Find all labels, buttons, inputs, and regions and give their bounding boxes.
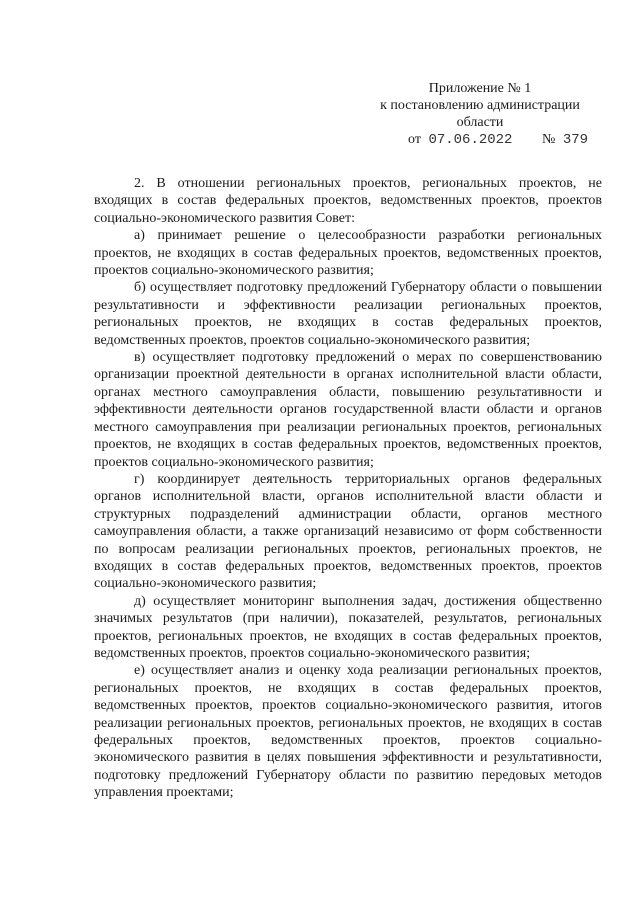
number-sign: №	[541, 132, 556, 147]
appendix-region-line: области	[456, 115, 504, 130]
resolution-date: 07.06.2022	[428, 132, 513, 148]
resolution-number: 379	[562, 132, 589, 148]
appendix-header	[360, 80, 600, 149]
paragraph-e: е) осуществляет анализ и оценку хода реализации региональных проектов, региональных проектов, не входящих в состав федеральных проектов, ведомственных проектов, проектов социально-экономического развития, итогов реализации региональных проектов, региональных проектов, не входящих в состав федеральных проектов, ведомственных проектов, проектов социально-экономического развития в целях повышения эффективности и результативности, подготовку предложений Губернатору области по развитию передовых методов управления проектами;	[94, 663, 602, 801]
paragraph-v: в) осуществляет подготовку предложений о мерах по совершенствованию организации проектной деятельности в органах исполнительной власти области, органах местного самоуправления области, повышению результативности и эффективности деятельности органов государственной власти области и органов местного самоуправления при реализации региональных проектов, региональных проектов, не входящих в состав федеральных проектов, ведомственных проектов, проектов социально-экономического развития;	[94, 350, 602, 470]
appendix-resolution-line: к постановлению администрации	[380, 98, 580, 113]
paragraph-2: 2. В отношении региональных проектов, региональных проектов, не входящих в состав федеральных проектов, ведомственных проектов, проектов социально-экономического развития Совет:	[94, 176, 602, 226]
paragraph-a: а) принимает решение о целесообразности разработки региональных проектов, не входящих в состав федеральных проектов, ведомственных проектов, проектов социально-экономического развития;	[94, 228, 602, 279]
paragraph-d: д) осуществляет мониторинг выполнения задач, достижения общественно значимых результатов (при наличии), показателей, результатов, региональных проектов, региональных проектов, не входящих в состав федеральных проектов, ведомственных проектов, проектов социально-экономического развития;	[94, 593, 602, 661]
appendix-title: Приложение № 1	[428, 81, 532, 96]
paragraph-b: б) осуществляет подготовку предложений Губернатору области о повышении результативности и эффективности реализации региональных проектов, региональных проектов, не входящих в состав федеральных проектов, ведомственных проектов, проектов социально-экономического развития;	[94, 280, 602, 348]
appendix-date-line	[360, 131, 600, 149]
date-prefix: от	[408, 132, 421, 147]
paragraph-g: г) координирует деятельность территориальных органов федеральных органов исполнительной власти, органов исполнительной власти области и структурных подразделений администрации области, органов местного самоуправления области, а также организаций независимо от форм собственности по вопросам реализации региональных проектов, региональных проектов, не входящих в состав федеральных проектов, ведомственных проектов, проектов социально-экономического развития;	[94, 471, 602, 592]
document-body	[94, 175, 602, 802]
